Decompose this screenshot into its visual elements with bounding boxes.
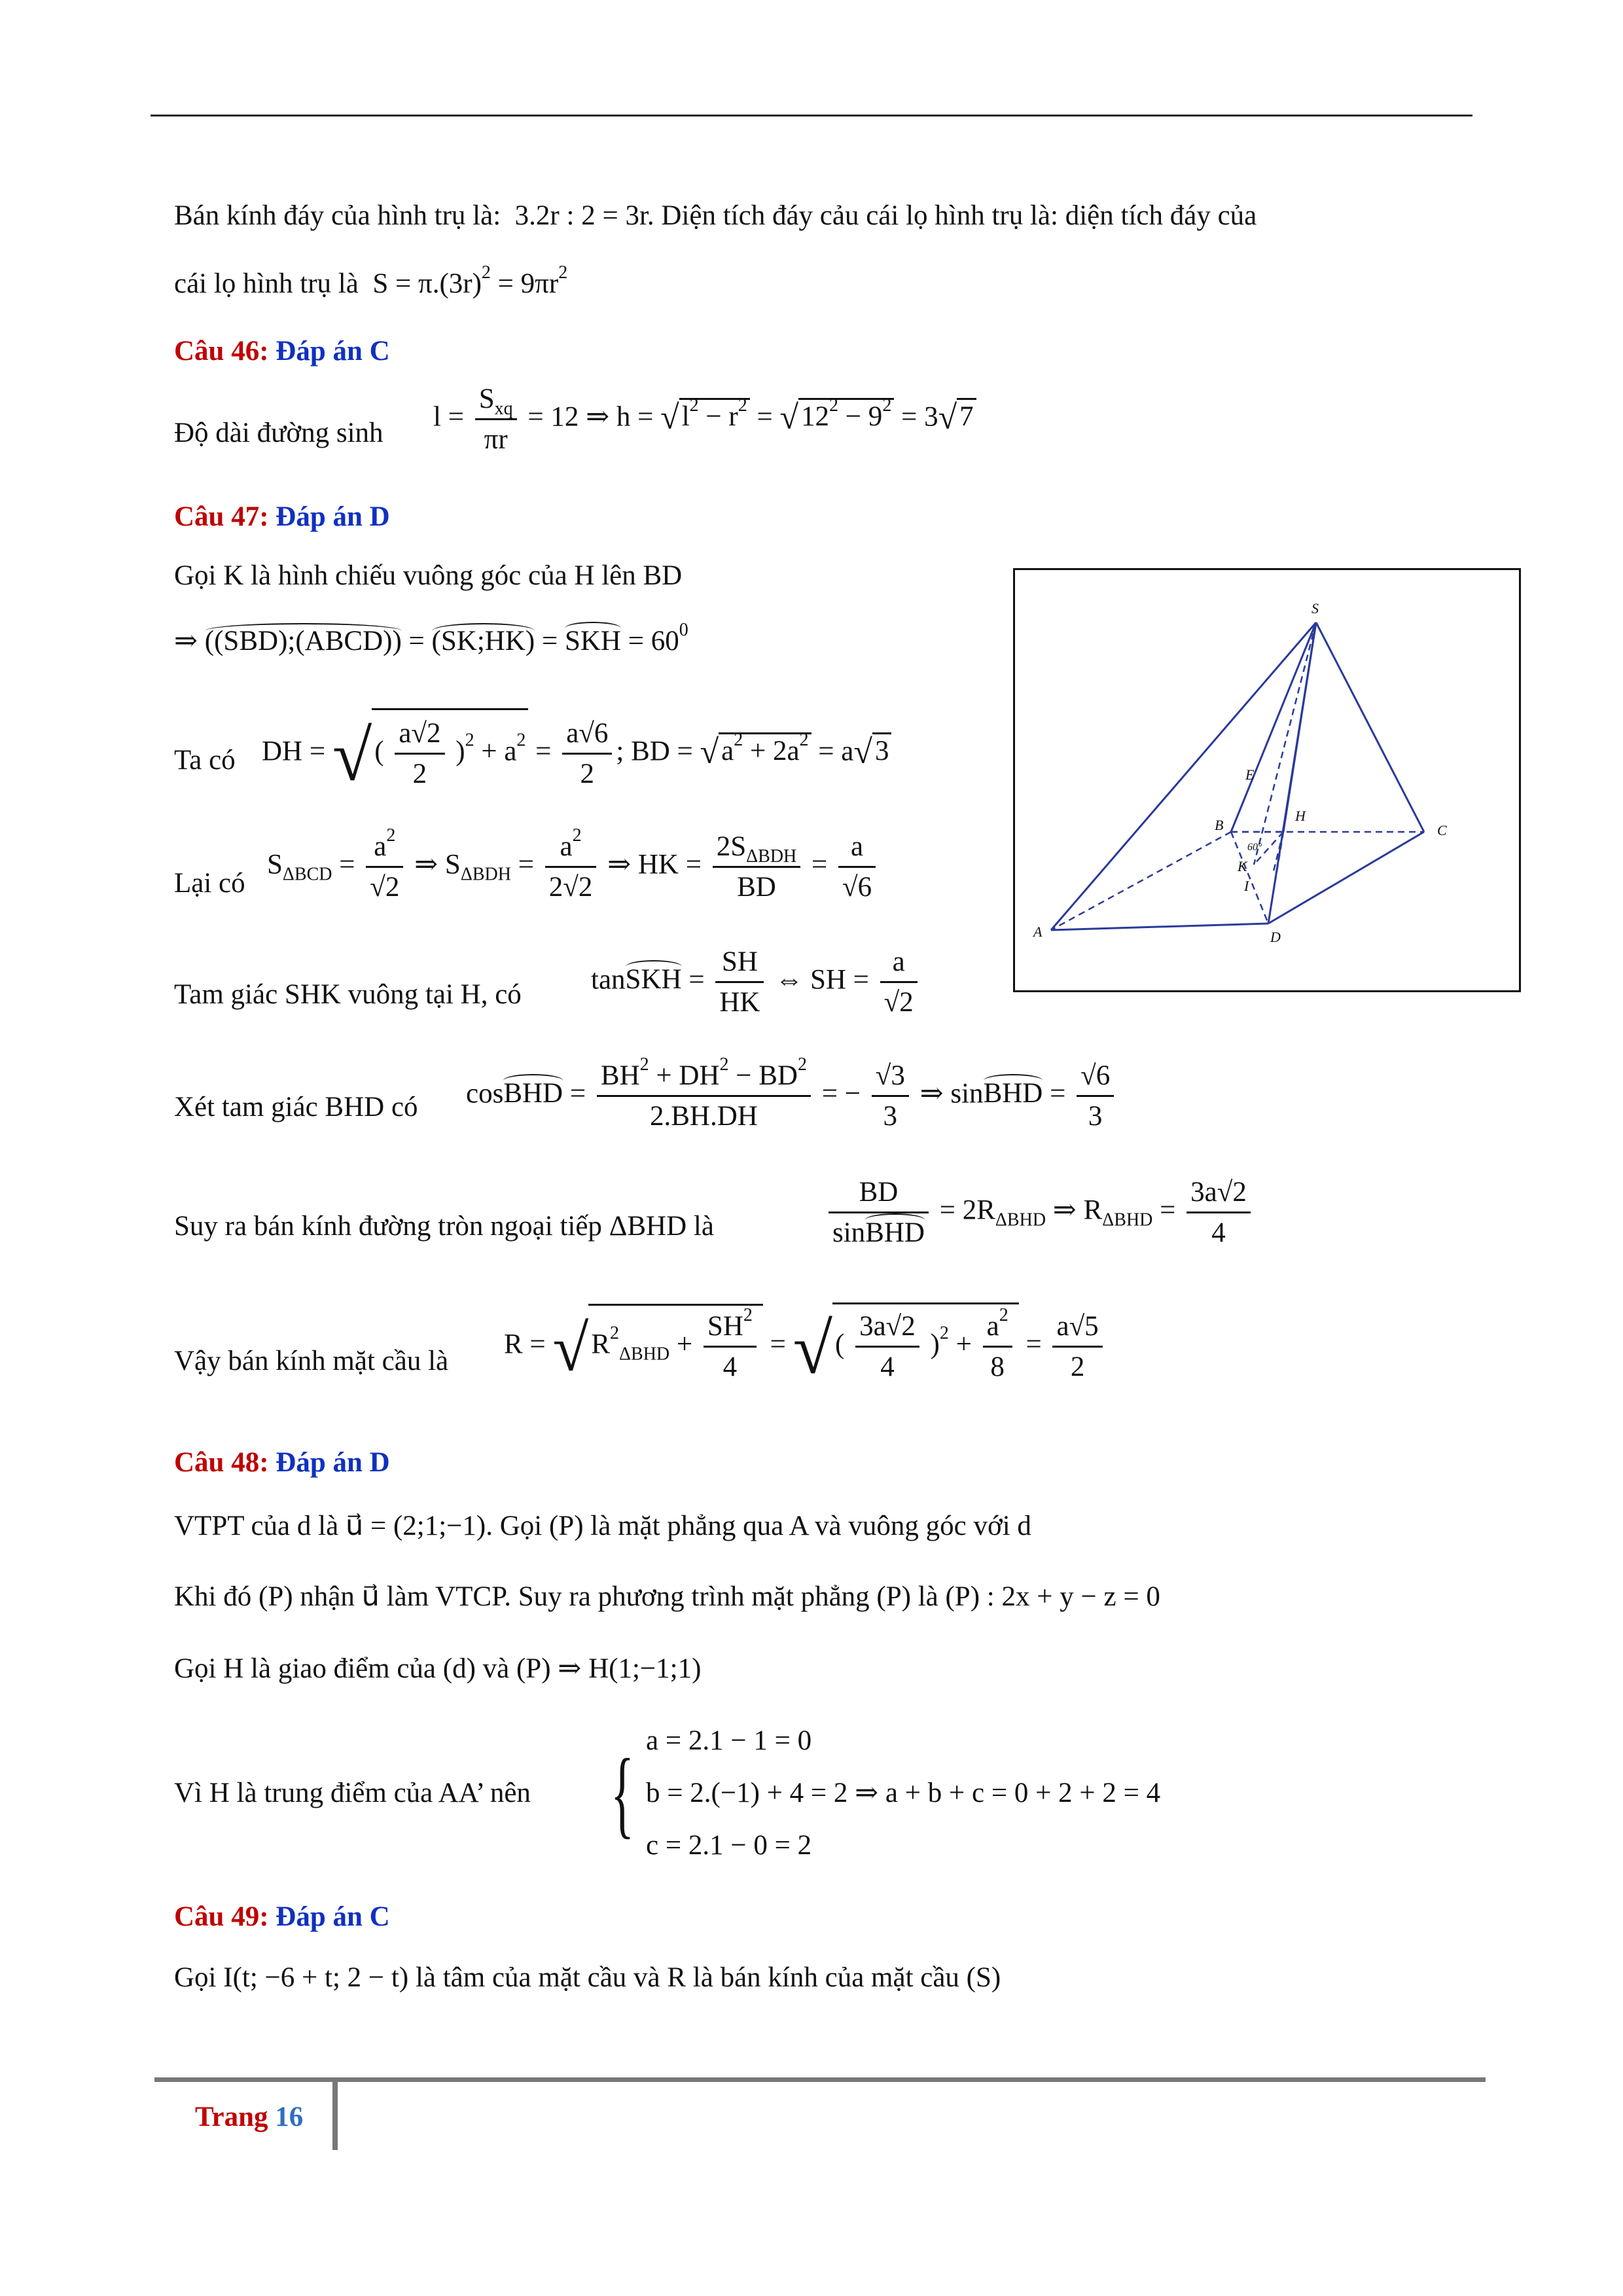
footer-rule: [154, 2077, 1486, 2082]
text-line: VTPT của d là u⃗ = (2;1;−1). Gọi (P) là mặt phẳng qua A và vuông góc với d: [174, 1511, 1031, 1541]
label-B: B: [1215, 817, 1224, 833]
text-line: Lại có: [174, 868, 245, 899]
formula: $\frac{BD}{\text{sinBHD}}$ = $2R_{\Delta BHD}$ ⇒ $R_{\Delta BHD}$ = $\frac{3a√2}{4}$: [825, 1178, 1255, 1247]
label-C: C: [1437, 822, 1447, 838]
text-line: Gọi K là hình chiếu vuông góc của H lên BD: [174, 560, 683, 591]
text-line: Bán kính đáy của hình trụ là: 3.2r : 2 = 3r. Diện tích đáy cảu cái lọ hình trụ là: diện tích đáy của: [174, 200, 1257, 231]
formula: $S_{\Delta BCD}$ = $\frac{a^2}{√2}$ ⇒ $S_{\Delta BDH}$ = $\frac{a^2}{2√2}$ ⇒ HK = $\frac{2S_{\Delta BDH}}{BD}$ = $\frac{a}{√6}$: [267, 833, 880, 901]
label-A: A: [1033, 924, 1043, 940]
label-E: E: [1245, 766, 1255, 783]
question-heading: Câu 48: Đáp án D: [174, 1447, 390, 1478]
formula: DH = √( $\frac{a√2}{2}$ )$^2 + a^2$ = $\frac{a√6}{2}$ ; BD = $√a^2 + 2a^2 = a√3$: [262, 708, 891, 791]
text-line: Khi đó (P) nhận u⃗ làm VTCP. Suy ra phương trình mặt phẳng (P) là (P) : 2x + y − z = 0: [174, 1581, 1160, 1612]
formula: { a = 2.1 − 1 = 0 b = 2.(−1) + 4 = 2 ⇒ a + b + c = 0 + 2 + 2 = 4 c = 2.1 − 0 = 2: [611, 1725, 1161, 1861]
formula: l = $\frac{S_{xq}}{\pi r}$ = 12 ⇒ $h = √l^2 - r^2 = √12^2 - 9^2 = 3√7$: [433, 385, 976, 454]
page-number: Trang 16: [195, 2102, 304, 2132]
question-heading: Câu 49: Đáp án C: [174, 1901, 390, 1932]
pyramid-diagram: [1015, 570, 1519, 990]
text-line: Suy ra bán kính đường tròn ngoại tiếp ΔBHD là: [174, 1211, 714, 1242]
label-H: H: [1295, 808, 1306, 824]
text-line: Vậy bán kính mặt cầu là: [174, 1346, 449, 1376]
label-I: I: [1244, 878, 1249, 894]
header-rule: [151, 115, 1472, 117]
label-angle: 60°: [1247, 842, 1262, 853]
text-line: Xét tam giác BHD có: [174, 1092, 418, 1122]
formula: tanSKH = $\frac{SH}{HK}$ ⇔ SH = $\frac{a}{√2}$: [591, 948, 921, 1016]
text-line: Độ dài đường sinh: [174, 418, 383, 448]
text-line: Ta có: [174, 745, 236, 776]
formula: ⇒ ((SBD);(ABCD)) = (SK;HK) = SKH = $60^0$: [174, 620, 688, 656]
question-heading: Câu 46: Đáp án C: [174, 336, 390, 367]
text-line: cái lọ hình trụ là $S = \pi.(3r)^2 = 9\pi r^2$: [174, 262, 568, 299]
formula: $R = √R^2_{\Delta BHD}$ + $\frac{SH^2}{4}$ = √( $\frac{3a√2}{4}$ )$^2$ + $\frac{a^2}{8}$ = $\frac{a√5}{2}$: [504, 1302, 1107, 1384]
label-S: S: [1311, 600, 1319, 617]
text-line: Tam giác SHK vuông tại H, có: [174, 979, 522, 1010]
formula: cosBHD = $\frac{BH^2 + DH^2 - BD^2}{2.BH.DH}$ = − $\frac{√3}{3}$ ⇒ sinBHD = $\frac{√6}{3}$: [466, 1062, 1118, 1130]
text-line: Gọi H là giao điểm của (d) và (P) ⇒ H(1;−1;1): [174, 1653, 702, 1684]
label-D: D: [1270, 929, 1281, 945]
text-line: Gọi I(t; −6 + t; 2 − t) là tâm của mặt cầu và R là bán kính của mặt cầu (S): [174, 1962, 1001, 1993]
question-heading: Câu 47: Đáp án D: [174, 501, 390, 532]
pyramid-figure: [1013, 568, 1521, 992]
footer-divider: [332, 2082, 338, 2150]
label-K: K: [1238, 858, 1247, 874]
text-line: Vì H là trung điểm của AA’ nên: [174, 1778, 531, 1808]
